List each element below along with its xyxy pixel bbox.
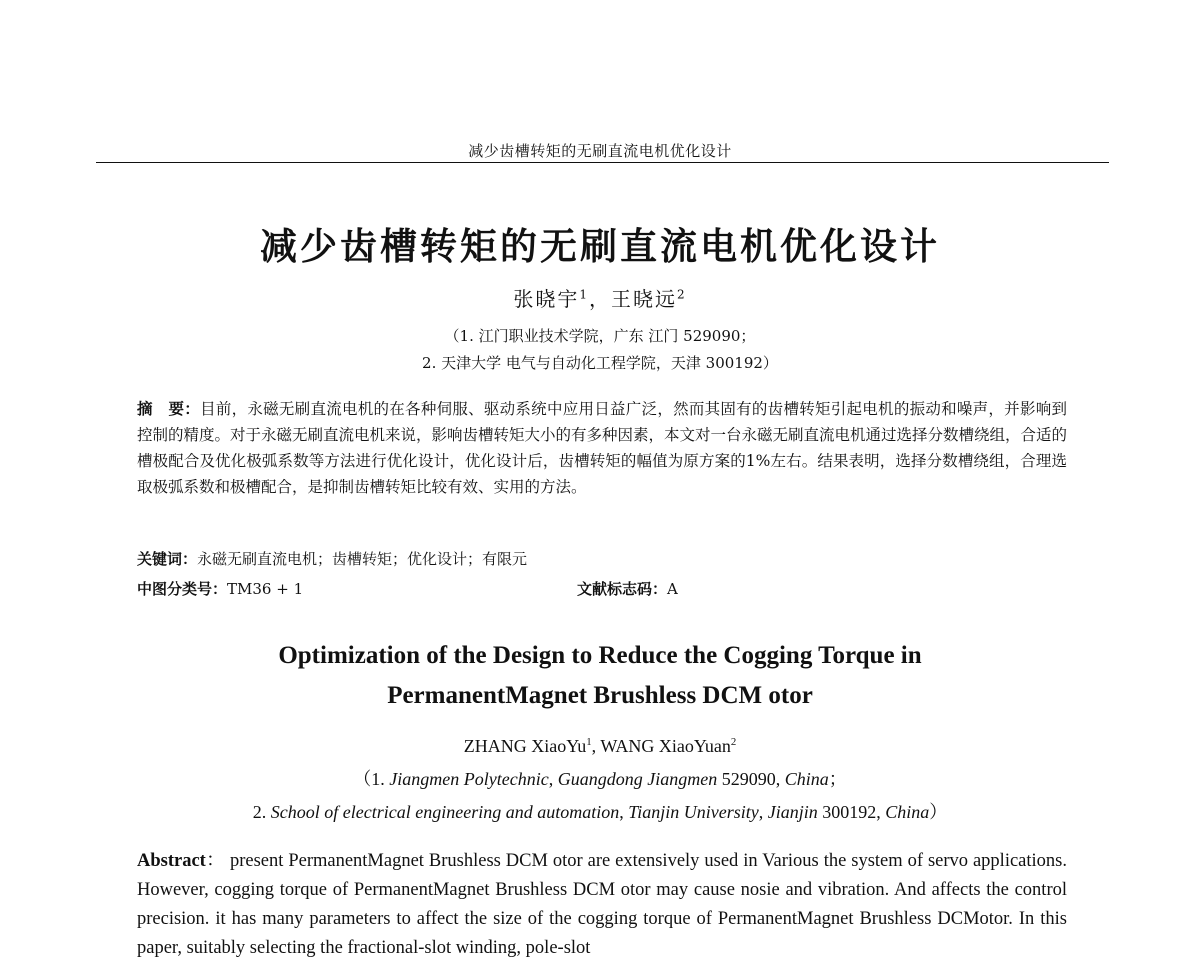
clc-value: TM36 + 1 — [227, 580, 304, 598]
aff2-sep-3: , — [876, 802, 886, 822]
aff1-country: China — [784, 769, 829, 789]
english-title-line-2: PermanentMagnet Brushless DCM otor — [387, 682, 813, 709]
chinese-author-separator: ， — [589, 287, 611, 311]
english-author-2: WANG XiaoYuan — [600, 736, 731, 756]
aff1-sep-2: , — [775, 769, 785, 789]
chinese-title: 减少齿槽转矩的无刷直流电机优化设计 — [260, 225, 940, 268]
chinese-author-1: 张晓宇 — [513, 287, 580, 311]
english-title-line-1: Optimization of the Design to Reduce the Cogging Torque in — [278, 642, 922, 669]
clc-number — [137, 578, 303, 599]
aff1-location: Guangdong Jiangmen — [557, 769, 718, 789]
chinese-author-1-mark: 1 — [579, 287, 589, 302]
english-abstract-colon: ： — [205, 851, 225, 871]
english-author-1: ZHANG XiaoYu — [463, 736, 587, 756]
aff2-number: 2. — [252, 802, 271, 822]
aff2-end: ） — [929, 802, 948, 822]
chinese-keywords — [137, 548, 527, 569]
document-code-label: 文献标志码： — [577, 580, 668, 598]
aff2-institution: School of electrical engineering and automation — [270, 802, 620, 822]
english-author-2-mark: 2 — [730, 736, 737, 748]
chinese-abstract — [137, 396, 1067, 500]
chinese-keywords-label: 关键词： — [137, 550, 198, 568]
aff2-country: China — [885, 802, 930, 822]
chinese-affiliation-1: （1. 江门职业技术学院，广东 江门 529090； — [444, 327, 756, 345]
aff1-postcode: 529090 — [717, 769, 776, 789]
english-affiliation-1 — [0, 765, 1200, 791]
clc-label: 中图分类号： — [137, 580, 228, 598]
chinese-authors — [0, 283, 1200, 312]
english-authors — [0, 736, 1200, 757]
chinese-keywords-text: 永磁无刷直流电机；齿槽转矩；优化设计；有限元 — [197, 550, 528, 568]
english-author-separator: , — [591, 736, 601, 756]
aff1-institution: Jiangmen Polytechnic — [389, 769, 549, 789]
document-code-value: A — [667, 580, 678, 598]
english-abstract-label: Abstract — [137, 851, 206, 871]
document-code — [577, 578, 678, 599]
aff2-city: Jianjin — [767, 802, 818, 822]
aff2-sep-1: , — [619, 802, 629, 822]
chinese-author-2-mark: 2 — [677, 287, 687, 302]
aff2-postcode: 300192 — [817, 802, 877, 822]
chinese-author-2: 王晓远 — [611, 287, 677, 311]
aff1-open: （1. — [353, 769, 390, 789]
running-header: 减少齿槽转矩的无刷直流电机优化设计 — [468, 142, 732, 160]
chinese-abstract-label: 摘 要： — [137, 399, 201, 418]
english-author-1-mark: 1 — [586, 736, 592, 748]
aff2-university: Tianjin University — [628, 802, 759, 822]
aff2-sep-2: , — [758, 802, 768, 822]
english-abstract — [137, 847, 1067, 963]
english-affiliation-2 — [0, 798, 1200, 824]
chinese-abstract-text: 目前，永磁无刷直流电机的在各种伺服、驱动系统中应用日益广泛，然而其固有的齿槽转矩引起电机的振动和噪声，并影响到控制的精度。对于永磁无刷直流电机来说，影响齿槽转矩大小的有多种因素，本文对一台永磁无刷直流电机通过选择分数槽绕组，合适的槽极配合及优化极弧系数等方法进行优化设计，优化设计后，齿槽转矩的幅值为原方案的1%左右。结果表明，选择分数槽绕组，合理选取极弧系数和极槽配合，是抑制齿槽转矩比较有效、实用的方法。 — [137, 400, 1068, 496]
chinese-affiliation-2: 2. 天津大学 电气与自动化工程学院，天津 300192） — [422, 354, 778, 372]
header-rule — [96, 162, 1109, 163]
english-abstract-text: present PermanentMagnet Brushless DCM otor are extensively used in Various the system of servo applications. However, cogging torque of PermanentMagnet Brushless DCM otor may cause nosie and vibration. And affects the control precision. it has many parameters to affect the size of the cogging torque of PermanentMagnet Brushless DCMotor. In this paper, suitably selecting the fractional-slot winding, pole-slot — [137, 851, 1067, 958]
aff1-end: ； — [828, 769, 847, 789]
aff1-sep-1: , — [548, 769, 558, 789]
